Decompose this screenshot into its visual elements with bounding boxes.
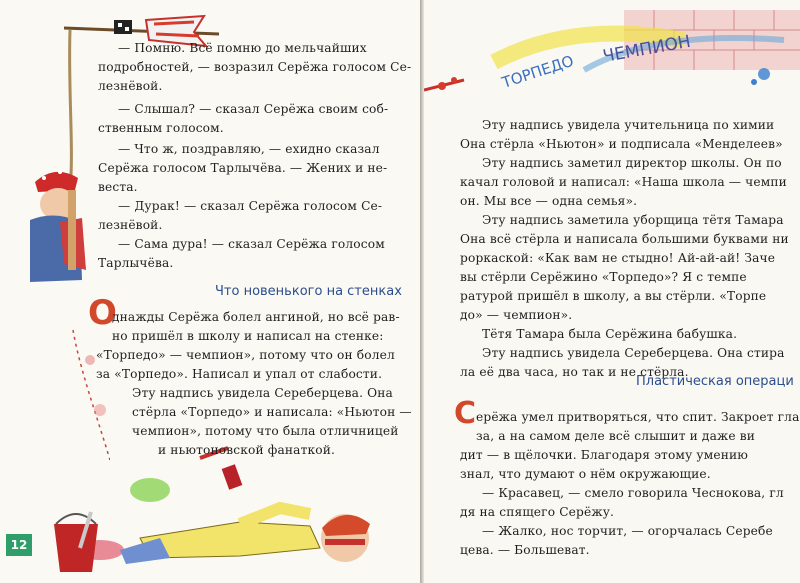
text-line: роркаской: «Как вам не стыдно! Ай-ай-ай! Заче (460, 251, 776, 265)
text-line: Эту надпись заметил директор школы. Он по (482, 156, 782, 170)
text-line: ерёжа умел притворяться, что спит. Закроет гла (476, 410, 800, 424)
text-line: подробностей, — возразил Серёжа голосом Се- (98, 60, 412, 74)
text-line: — Красавец, — смело говорила Чеснокова, гл (482, 486, 784, 500)
lying-boy-illustration (60, 438, 390, 578)
text-line: — Дурак! — сказал Серёжа голосом Се- (118, 199, 383, 213)
text-line: знал, что думают о нём окружающие. (460, 467, 711, 481)
text-line: дя на спящего Серёжу. (460, 505, 615, 519)
text-line: — Жалко, нос торчит, — огорчалась Серебе (482, 524, 773, 538)
drop-cap: О (88, 293, 117, 333)
text-line: ственным голосом. (98, 121, 224, 135)
text-line: вы стёрли Серёжино «Торпедо»? Я с темпе (460, 270, 747, 284)
text-line: но пришёл в школу и написал на стенке: (112, 329, 384, 343)
graffiti-word: ЧЕМПИОН (601, 31, 693, 67)
text-line: — Сама дура! — сказал Серёжа голосом (118, 237, 385, 251)
text-line: дит — в щёлочки. Благодаря этому умению (460, 448, 749, 462)
text-line: чемпион», потому что была отличницей (132, 424, 399, 438)
text-line: за «Торпедо». Написал и упал от слабости. (96, 367, 383, 381)
text-line: стёрла «Торпедо» и написала: «Ньютон — (132, 405, 412, 419)
text-line: Она всё стёрла и написала большими буквами ни (460, 232, 789, 246)
text-line: лезнёвой. (98, 218, 163, 232)
text-line: до» — чемпион». (460, 308, 573, 322)
page-number: 12 (6, 534, 32, 556)
text-line: «Торпедо» — чемпион», потому что он болел (96, 348, 395, 362)
text-line: качал головой и написал: «Наша школа — чемпи (460, 175, 787, 189)
text-line: Эту надпись увидела учительница по химии (482, 118, 775, 132)
hanging-girl-illustration (20, 160, 90, 300)
text-line: Тарлычёва. (98, 256, 174, 270)
text-line: он. Мы все — одна семья». (460, 194, 638, 208)
text-line: — Слышал? — сказал Серёжа своим соб- (118, 102, 389, 116)
drop-cap: С (454, 396, 477, 431)
text-line: — Помню. Всё помню до мельчайших (118, 41, 367, 55)
text-line: и ньютоновской фанаткой. (158, 443, 336, 457)
text-line: Эту надпись увидела Сереберцева. Она (132, 386, 393, 400)
text-line: за, а на самом деле всё слышит и даже ви (476, 429, 756, 443)
text-line: — Что ж, поздравляю, — ехидно сказал (118, 142, 380, 156)
bucket-illustration (46, 508, 106, 578)
graffiti-wall-illustration (424, 0, 800, 120)
text-line: Тётя Тамара была Серёжина бабушка. (482, 327, 738, 341)
text-line: Серёжа голосом Тарлычёва. — Жених и не- (98, 161, 388, 175)
text-line: цева. — Большеват. (460, 543, 590, 557)
text-line: Эту надпись заметила уборщица тётя Тамара (482, 213, 784, 227)
text-line: Она стёрла «Ньютон» и подписала «Менделеев» (460, 137, 783, 151)
text-line: ратурой пришёл в школу, а вы стёрли. «Торпе (460, 289, 767, 303)
graffiti-word: ТОРПЕДО (499, 51, 576, 92)
text-line: днажды Серёжа болел ангиной, но всё рав- (112, 310, 400, 324)
section-title: Что новенького на стенках (215, 284, 402, 299)
section-title: Пластическая операци (636, 374, 794, 389)
text-line: ла её два часа, но так и не стёрла. (460, 365, 689, 379)
text-line: лезнёвой. (98, 79, 163, 93)
text-line: Эту надпись увидела Сереберцева. Она стира (482, 346, 785, 360)
right-page (424, 0, 800, 583)
text-line: веста. (98, 180, 138, 194)
